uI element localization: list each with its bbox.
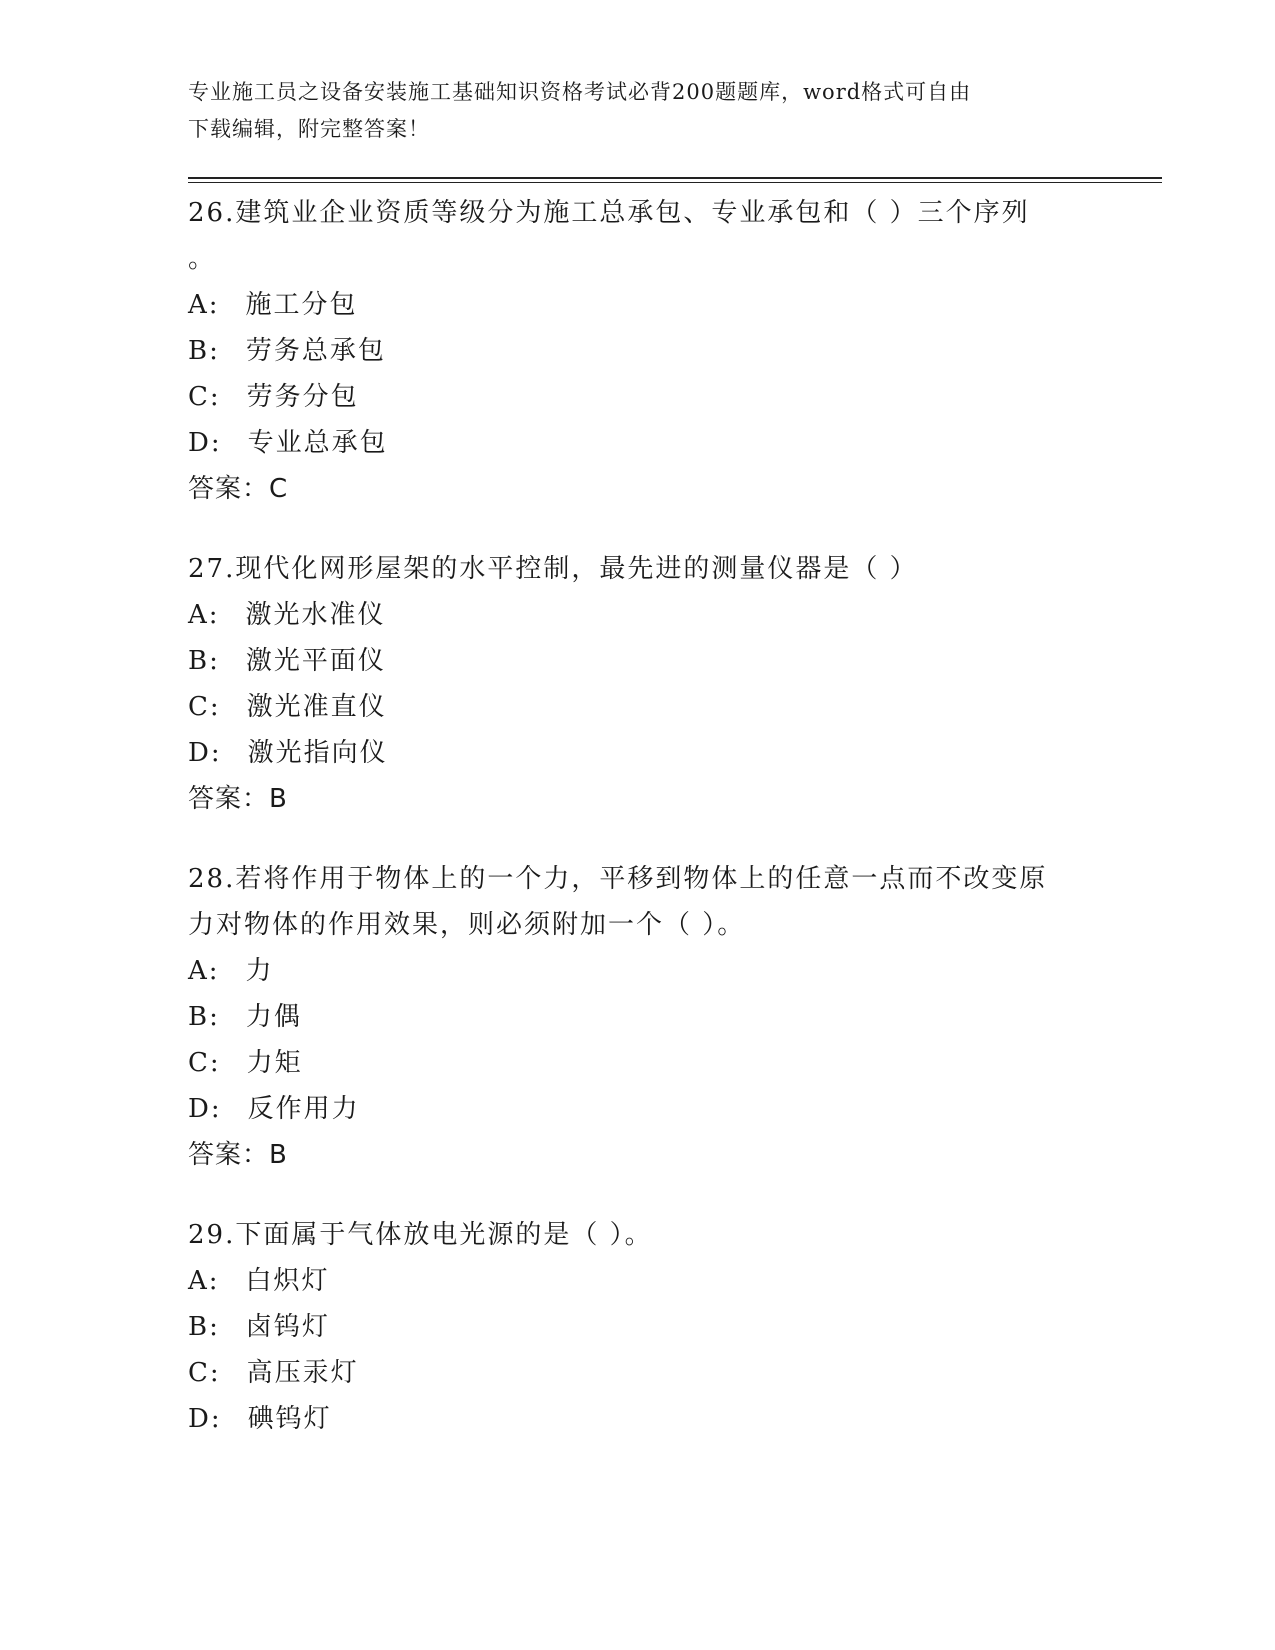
option-a bbox=[188, 948, 1088, 994]
option-b bbox=[188, 328, 1088, 374]
option-letter: C: bbox=[188, 382, 221, 412]
question-text-continued: 。 bbox=[188, 244, 217, 274]
option-text: 施工分包 bbox=[245, 290, 358, 320]
header-line-1: 专业施工员之设备安装施工基础知识资格考试必背200题题库，word格式可自由 bbox=[188, 80, 972, 104]
option-c bbox=[188, 1350, 1088, 1396]
option-b bbox=[188, 994, 1088, 1040]
option-c bbox=[188, 374, 1088, 420]
option-text: 激光准直仪 bbox=[246, 692, 387, 722]
option-text: 卤钨灯 bbox=[245, 1312, 330, 1342]
option-b bbox=[188, 638, 1088, 684]
question-28 bbox=[188, 856, 1088, 1178]
option-letter: D: bbox=[188, 738, 222, 768]
option-c bbox=[188, 684, 1088, 730]
option-a bbox=[188, 592, 1088, 638]
question-text: 28.若将作用于物体上的一个力，平移到物体上的任意一点而不改变原 bbox=[188, 864, 1048, 894]
option-letter: B: bbox=[188, 646, 220, 676]
option-text: 激光平面仪 bbox=[245, 646, 386, 676]
answer-line: 答案：C bbox=[188, 474, 289, 504]
question-29 bbox=[188, 1212, 1088, 1442]
option-b bbox=[188, 1304, 1088, 1350]
question-text-continued: 力对物体的作用效果，则必须附加一个（ ）。 bbox=[188, 910, 746, 940]
option-letter: A: bbox=[188, 1266, 220, 1296]
header-line-2: 下载编辑，附完整答案！ bbox=[188, 117, 430, 141]
option-letter: B: bbox=[188, 1002, 220, 1032]
option-d bbox=[188, 1086, 1088, 1132]
option-text: 力矩 bbox=[246, 1048, 303, 1078]
option-letter: D: bbox=[188, 1404, 222, 1434]
option-a bbox=[188, 282, 1088, 328]
option-text: 激光指向仪 bbox=[247, 738, 388, 768]
answer-line: 答案：B bbox=[188, 1140, 288, 1170]
option-letter: C: bbox=[188, 1358, 221, 1388]
option-letter: C: bbox=[188, 1048, 221, 1078]
option-text: 反作用力 bbox=[247, 1094, 360, 1124]
option-d bbox=[188, 420, 1088, 466]
option-text: 劳务分包 bbox=[246, 382, 359, 412]
question-text: 26.建筑业企业资质等级分为施工总承包、专业承包和（ ）三个序列 bbox=[188, 198, 1030, 228]
option-text: 力偶 bbox=[245, 1002, 302, 1032]
option-d bbox=[188, 1396, 1088, 1442]
option-text: 碘钨灯 bbox=[247, 1404, 332, 1434]
question-text: 29.下面属于气体放电光源的是（ ）。 bbox=[188, 1220, 653, 1250]
option-letter: A: bbox=[188, 956, 220, 986]
header-divider-thick bbox=[188, 177, 1162, 179]
question-text: 27.现代化网形屋架的水平控制，最先进的测量仪器是（ ） bbox=[188, 554, 918, 584]
option-d bbox=[188, 730, 1088, 776]
question-26 bbox=[188, 190, 1088, 512]
option-letter: D: bbox=[188, 1094, 222, 1124]
document-header bbox=[188, 74, 1088, 148]
option-text: 专业总承包 bbox=[247, 428, 388, 458]
header-divider-thin bbox=[188, 182, 1162, 183]
option-letter: B: bbox=[188, 336, 220, 366]
answer-line: 答案：B bbox=[188, 784, 288, 814]
option-text: 劳务总承包 bbox=[245, 336, 386, 366]
option-text: 激光水准仪 bbox=[245, 600, 386, 630]
option-letter: C: bbox=[188, 692, 221, 722]
option-letter: D: bbox=[188, 428, 222, 458]
option-letter: A: bbox=[188, 600, 220, 630]
option-a bbox=[188, 1258, 1088, 1304]
option-text: 白炽灯 bbox=[245, 1266, 330, 1296]
question-list bbox=[188, 190, 1088, 1476]
option-letter: B: bbox=[188, 1312, 220, 1342]
option-c bbox=[188, 1040, 1088, 1086]
option-letter: A: bbox=[188, 290, 220, 320]
option-text: 高压汞灯 bbox=[246, 1358, 359, 1388]
question-27 bbox=[188, 546, 1088, 822]
option-text: 力 bbox=[245, 956, 274, 986]
